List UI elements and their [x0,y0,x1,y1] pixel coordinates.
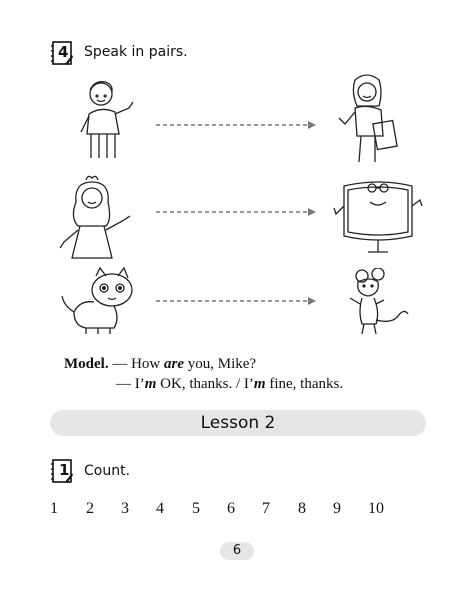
talking-board-illustration [332,176,424,256]
boy-illustration [75,78,137,160]
task-number: 4 [58,43,69,61]
mouse-illustration [348,268,410,338]
dashed-arrow [156,120,318,130]
dashed-arrow [156,296,318,306]
girl-illustration [58,172,140,264]
number-item: 2 [86,500,94,517]
model-text: — How [112,356,164,372]
number-row [44,500,404,520]
number-item: 6 [227,500,235,517]
model-text: you, Mike? [184,356,257,372]
page-number: 6 [220,542,254,560]
number-item: 3 [121,500,129,517]
model-text: — I’ [116,376,145,392]
model-text: fine, thanks. [265,376,344,392]
model-label: Model. [64,356,109,372]
lesson-title: Lesson 2 [200,413,276,433]
model-line-2 [116,374,343,394]
number-item: 10 [368,500,384,517]
model-emphasis: m [144,376,157,392]
task-instruction: Speak in pairs. [84,44,188,60]
dashed-arrow [156,207,318,217]
kitten-illustration [60,266,140,336]
number-item: 1 [50,500,58,517]
lesson-header [50,410,426,436]
number-item: 9 [333,500,341,517]
task-instruction: Count. [84,463,131,479]
task-number: 1 [59,461,70,479]
model-emphasis: are [164,356,184,372]
number-item: 4 [156,500,164,517]
model-text: OK, thanks. / I’ [156,376,254,392]
model-emphasis: m [253,376,266,392]
number-item: 5 [192,500,200,517]
number-item: 7 [262,500,270,517]
model-line-1 [64,354,256,374]
number-item: 8 [298,500,306,517]
woman-teacher-illustration [335,72,407,164]
